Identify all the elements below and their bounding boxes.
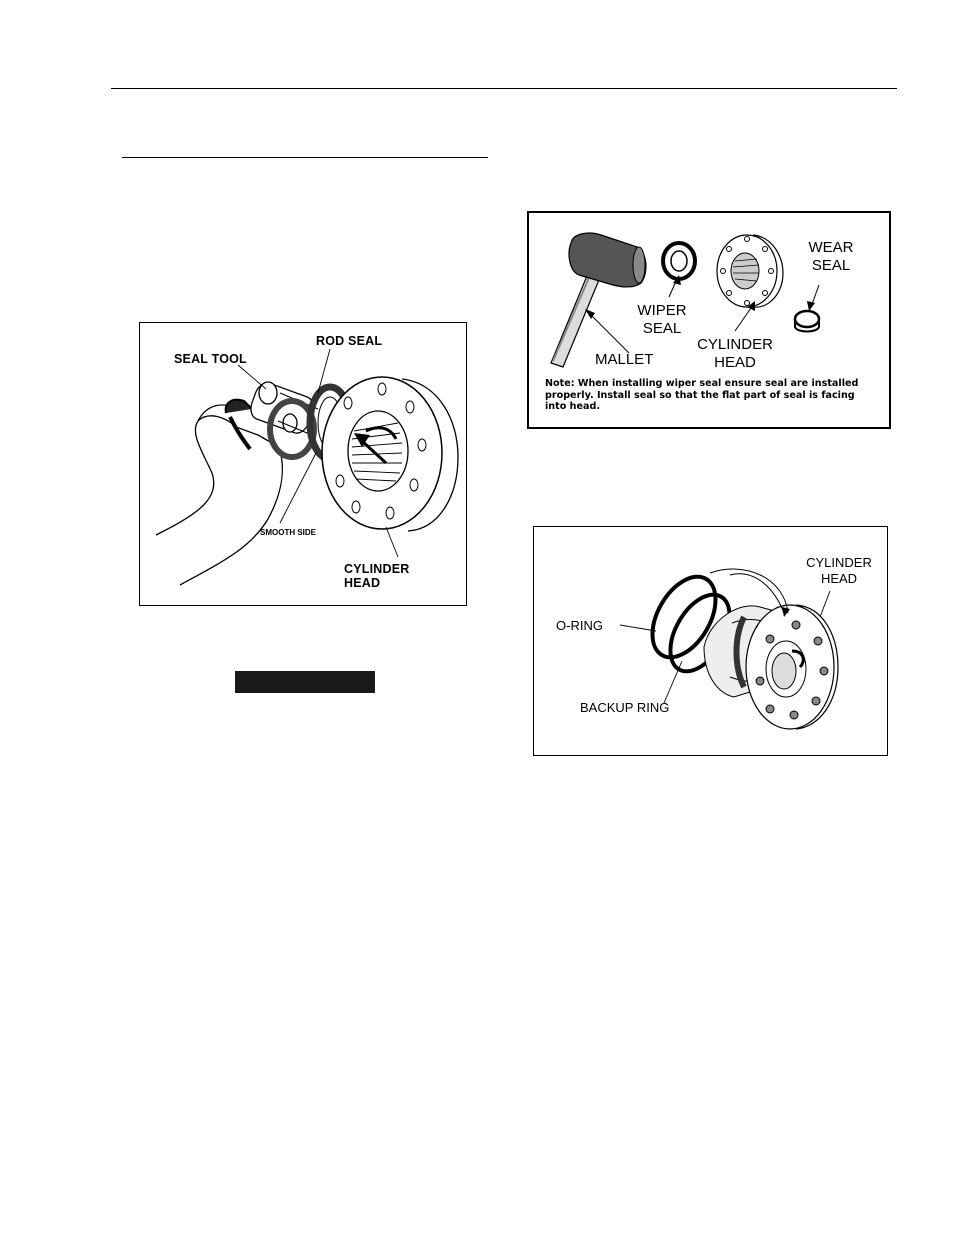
- figure-o-ring-installation: [533, 526, 888, 756]
- label-cylinder-head-line1: CYLINDER: [806, 555, 872, 570]
- label-rod-seal: ROD SEAL: [316, 334, 383, 348]
- label-cylinder-head-line2: HEAD: [344, 576, 381, 590]
- label-cylinder-head-line2: HEAD: [820, 571, 858, 586]
- label-wear-seal-line1: WEAR: [808, 239, 854, 256]
- page-header-rule: [111, 88, 897, 89]
- label-cylinder-head-line2: HEAD: [714, 354, 756, 371]
- label-wiper-seal-line1: WIPER: [637, 302, 687, 319]
- label-backup-ring: BACKUP RING: [580, 700, 670, 715]
- label-mallet: MALLET: [595, 351, 654, 368]
- figure-rod-seal-installation: [139, 322, 467, 606]
- label-cylinder-head-line1: CYLINDER: [344, 562, 410, 576]
- figure-wiper-seal-installation: [527, 211, 891, 429]
- label-o-ring: O-RING: [556, 618, 603, 633]
- section-title-underline: [122, 157, 488, 158]
- label-seal-tool: SEAL TOOL: [174, 352, 247, 366]
- wiper-seal-note: Note: When installing wiper seal ensure seal are installed properly. Install seal so that the flat part of seal is facing into head.: [545, 378, 859, 412]
- redacted-caption-bar: [235, 671, 375, 693]
- label-cylinder-head-line1: CYLINDER: [697, 336, 773, 353]
- label-wiper-seal-line2: SEAL: [642, 320, 682, 337]
- label-wear-seal-line2: SEAL: [811, 257, 851, 274]
- label-smooth-side: SMOOTH SIDE: [260, 528, 317, 537]
